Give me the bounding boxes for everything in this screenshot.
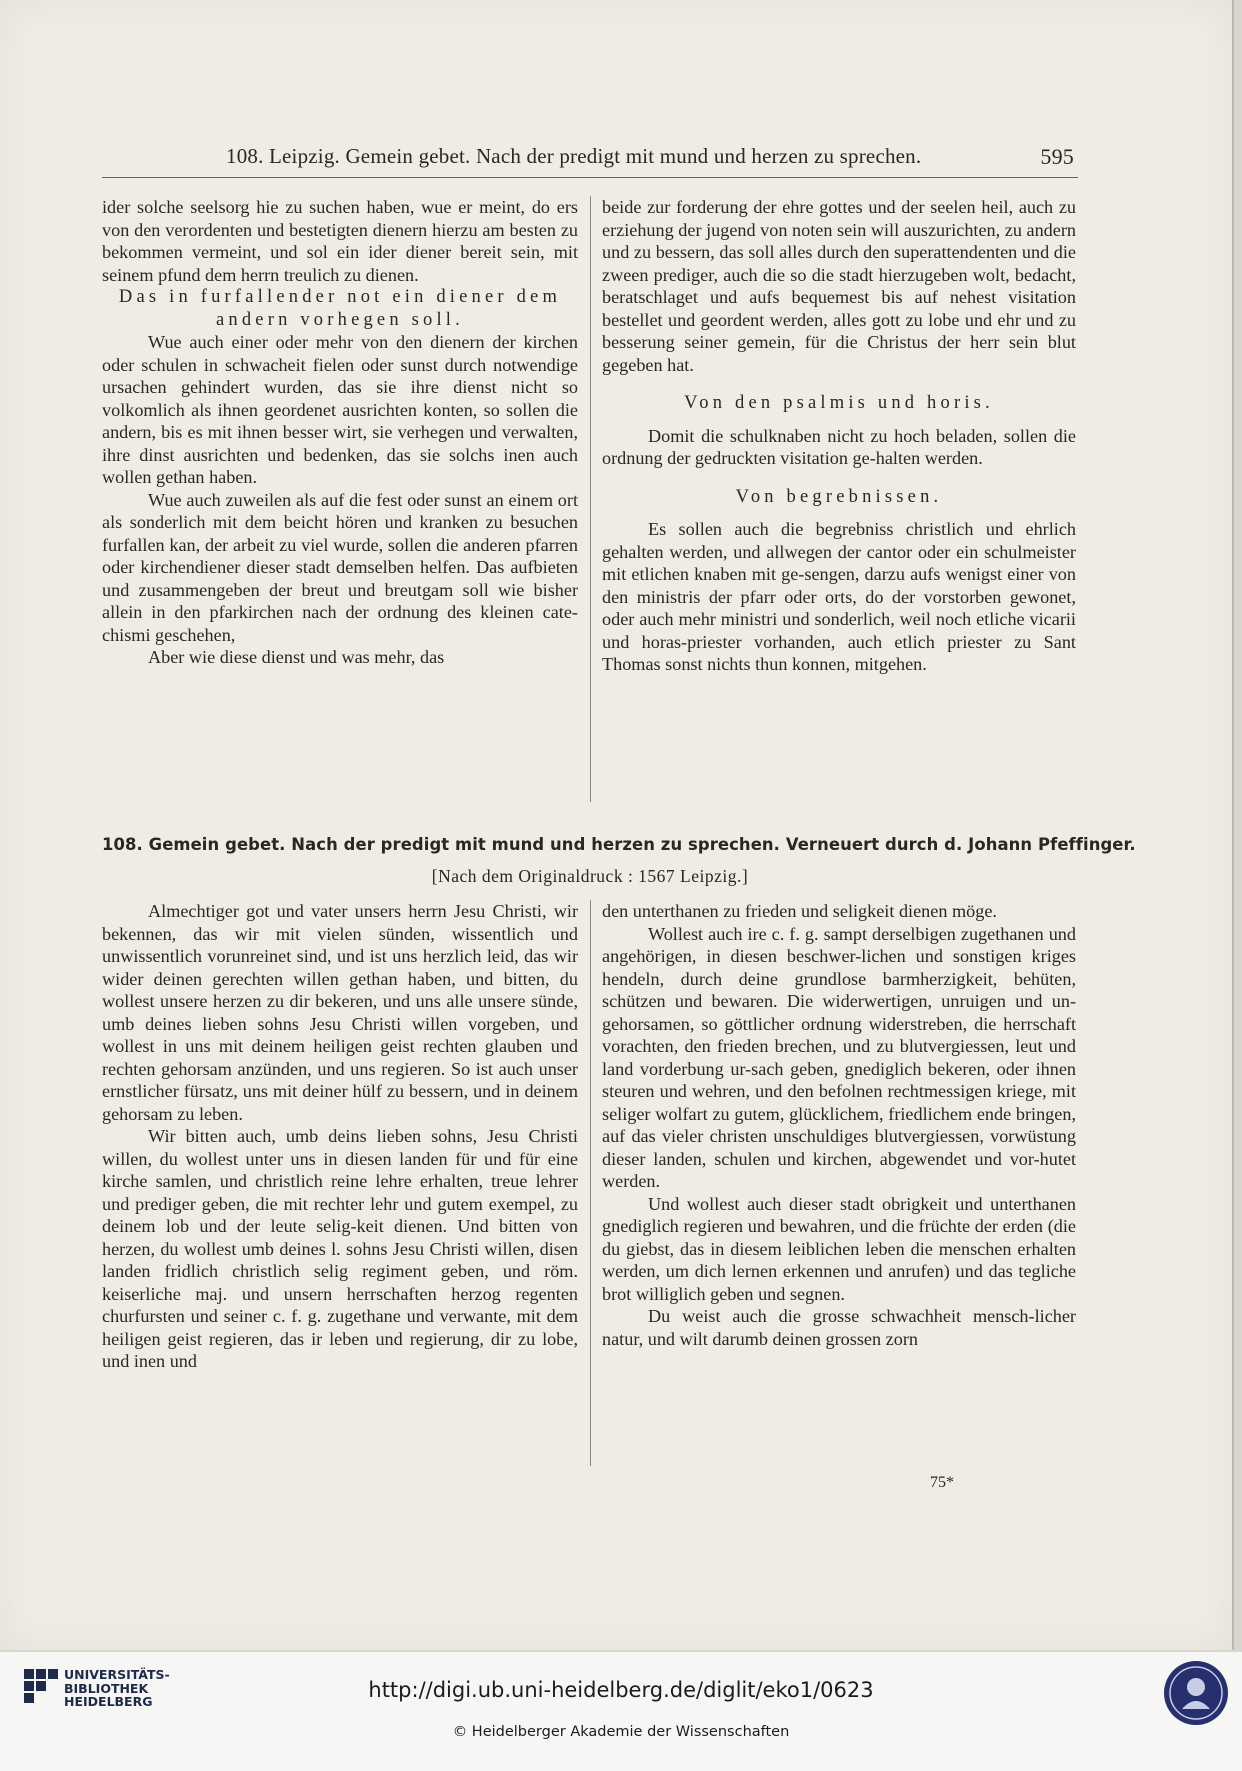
bottom-right-column bbox=[602, 900, 1076, 1350]
section-heading: Von den psalmis und horis. bbox=[684, 393, 994, 413]
library-name[interactable]: UNIVERSITÄTS- BIBLIOTHEK HEIDELBERG bbox=[64, 1667, 170, 1709]
section-heading: Das in furfallender not ein diener dem andern vorhegen soll. bbox=[118, 287, 562, 330]
signature-mark: 75* bbox=[930, 1474, 954, 1491]
paragraph: Aber wie diese dienst und was mehr, das bbox=[148, 647, 445, 667]
paragraph: beide zur forderung der ehre gottes und der seelen heil, auch zu erziehung der jugend von noten sein will auszurichten, zu andern und zu bessern, das soll alles durch den superattendenten und die zween prediger, auch die so die stadt hierzugeben wolt, bedacht, beratschlaget und aufs bequemest bis auf nehest visitation bestellet und geordent werden, alles gott zu lobe und ehr und zu besserung seiner gemein, für die Christus der herr sein blut gegeben hat. bbox=[602, 197, 1076, 375]
column-divider bbox=[590, 900, 591, 1466]
paragraph: ider solche seelsorg hie zu suchen haben, wue er meint, do ers von den verordenten und bestetigten dienern hierzu am besten zu bekommen vermeint, und sol ein ider diener bereit sein, mit seinem pfund dem herrn treulich zu dienen. bbox=[102, 197, 578, 285]
paragraph: Du weist auch die grosse schwachheit mensch-licher natur, und wilt darumb deinen grossen zorn bbox=[602, 1306, 1076, 1349]
chapter-heading: 108. Gemein gebet. Nach der predigt mit mund und herzen zu sprechen. Verneuert durch d. Johann Pfeffinger. bbox=[102, 835, 1136, 854]
copyright-notice: © Heidelberger Akademie der Wissenschaften bbox=[452, 1724, 790, 1740]
permalink-url[interactable]: http://digi.ub.uni-heidelberg.de/diglit/eko1/0623 bbox=[368, 1678, 874, 1702]
viewer-footer bbox=[0, 1652, 1242, 1771]
paragraph: Wue auch einer oder mehr von den dienern der kirchen oder schulen in schwacheit fielen oder sunst durch notwendige ursachen gehindert wurden, das sie ihre dienst nicht so volkomlich als ihnen geordenet ausrichten konten, so sollen die andern, bis es mit ihnen besser wirt, sie verhegen und verwalten, ihre dinst ausrichten und bedenken, das sie solchs inen auch wollen gethan haben. bbox=[102, 332, 578, 487]
top-left-column bbox=[102, 196, 578, 669]
page-number: 595 bbox=[1040, 144, 1074, 169]
running-head-title: 108. Leipzig. Gemein gebet. Nach der predigt mit mund und herzen zu sprechen. bbox=[226, 144, 922, 168]
paragraph: Domit die schulknaben nicht zu hoch beladen, sollen die ordnung der gedruckten visitation ge-halten werden. bbox=[602, 425, 1076, 468]
section-heading: Von begrebnissen. bbox=[735, 486, 943, 507]
paragraph: Wue auch zuweilen als auf die fest oder sunst an einem ort als sonderlich mit dem beicht hören und kranken zu besuchen furfallen kan, der arbeit zu viel wurde, sollen die anderen pfarren oder kirchendiener dieser stadt demselben helfen. Das aufbieten und zusammengeben der breut und breutgam soll wie bisher allein in den pfarkirchen nach der ordnung des kleinen cate-chismi geschehen, bbox=[102, 489, 578, 645]
paragraph: Und wollest auch dieser stadt obrigkeit und unterthanen gnediglich regieren und bewahren, und die früchte der erden (die du giebst, das in diesem leiblichen leben die menschen erhalten werden, um dich lernen erkennen und anrufen) und das tegliche brot williglich geben und segnen. bbox=[602, 1193, 1076, 1304]
header-rule bbox=[102, 177, 1078, 178]
paragraph: Almechtiger got und vater unsers herrn Jesu Christi, wir bekennen, das wir mit vielen sünden, wissentlich und unwissentlich vorunreinet sind, und ist uns herzlich leid, das wir wider deinen gerechten willen gethan haben, und bitten, du wollest unsere herzen zu dir bekeren, und uns alle unsere sünde, umb deines lieben sohns Jesu Christi willen vorgeben, und wollest in uns mit deinem heiligen geist rechten glauben und rechten gehorsam anzünden, und uns regieren. So ist auch unser ernstlicher fürsatz, uns mit deiner hülf zu bessern, und in deinem gehorsam zu leben. bbox=[102, 901, 578, 1124]
paragraph: den unterthanen zu frieden und seligkeit dienen möge. bbox=[602, 901, 997, 921]
source-note: [Nach dem Originaldruck : 1567 Leipzig.] bbox=[431, 866, 749, 886]
top-right-column bbox=[602, 196, 1076, 676]
column-divider bbox=[590, 196, 591, 802]
academy-seal-icon[interactable] bbox=[1162, 1659, 1230, 1732]
paragraph: Es sollen auch die begrebniss christlich und ehrlich gehalten werden, und allwegen der cantor oder ein schulmeister mit etlichen knaben mit ge-sengen, darzu aufs wenigst einer von den ministris der pfarr oder orts, do der vorstorben gewonet, oder auch mehr ministri und sonderlich, weil noch etliche vicarii und horas-priester vorhanden, auch etlich priester zu Sant Thomas sonst nichts thun konnen, mitgehen. bbox=[602, 519, 1076, 674]
bottom-left-column bbox=[102, 900, 578, 1373]
paragraph: Wir bitten auch, umb deins lieben sohns, Jesu Christi willen, du wollest unter uns in diesen landen für und für eine kirche samlen, und christlich reine lehre erhalten, treue lehrer und prediger geben, die mit rechter lehr und gutem exempel, zu deinem lob und der leute selig-keit dienen. Und bitten von herzen, du wollest umb deines l. sohns Jesu Christi willen, disen landen fridlich christlich selig regiment geben, und röm. keiserliche maj. und unsern herrschaften herzog regenten churfursten und seiner c. f. g. zugethane und verwante, mit dem heiligen geist regieren, das ir leben und regierung, dir zu lobe, und inen und bbox=[102, 1126, 578, 1371]
paragraph: Wollest auch ire c. f. g. sampt derselbigen zugethanen und angehörigen, in diesen beschwer-lichen und sonstigen kriges hendeln, durch deine grundlose barmherzigkeit, behüten, schützen und bewaren. Die widerwertigen, unruigen und un-gehorsamen, so göttlicher ordnung widerstreben, die herrschaft vorachten, den frieden brechen, und zu blutvergiessen, leut und land vorderbung ur-sach geben, gnediglich bekeren, oder ihnen steuren und wehren, und den befolnen rechtmessigen kriege, mit seliger wolfart zu gutem, glücklichem, friedlichem ende bringen, auf das vieler christen unschuldiges blutvergiessen, vorwüstung dieser landen, schulen und kirchen, abgewendet und vor-hutet werden. bbox=[602, 923, 1076, 1191]
